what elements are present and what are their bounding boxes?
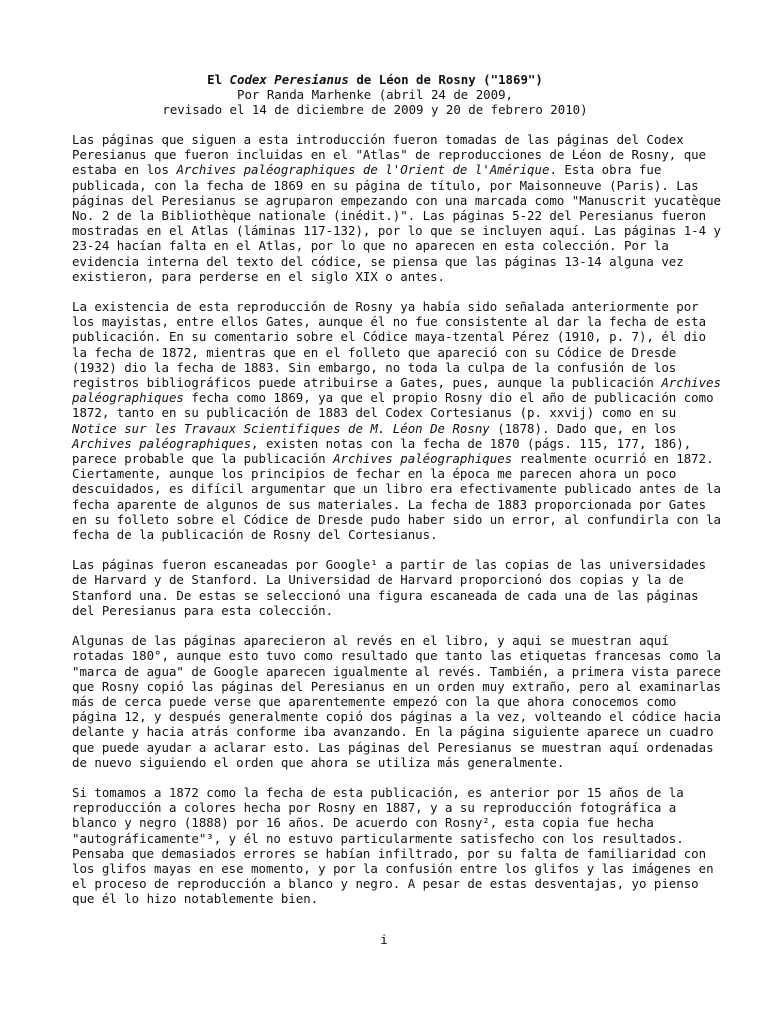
document-title: El Codex Peresianus de Léon de Rosny ("1869") <box>207 72 543 87</box>
page-number: i <box>380 932 388 947</box>
paragraph-4: Algunas de las páginas aparecieron al revés en el libro, y aqui se muestran aquí rotadas 180°, aunque esto tuvo como resultado que tanto las etiquetas francesas como la "marca de agua" de Google aparecen igualmente al revés. También, a primera vista parece que Rosny copió las páginas del Peresianus en un orden muy extraño, pero al examinarlas más de cerca puede verse que aparentemente empezó con la que ahora conocemos como página 12, y después generalmente copió dos páginas a la vez, volteando el códice hacia delante y hacia atrás conforme iba avanzando. En la página siguiente aparece un cuadro que puede ayudar a aclarar esto. Las páginas del Peresianus se muestran aquí ordenadas de nuevo siguiendo el orden que ahora se utiliza más generalmente. <box>72 633 722 770</box>
author-line: Por Randa Marhenke (abril 24 de 2009, <box>236 87 513 103</box>
document-body <box>72 132 724 922</box>
revision-line: revisado el 14 de diciembre de 2009 y 20 de febrero 2010) <box>162 102 588 118</box>
paragraph-1: Las páginas que siguen a esta introducción fueron tomadas de las páginas del Codex Peresianus que fueron incluidas en el "Atlas" de reproducciones de Léon de Rosny, que estaba en los Archives paléographiques de l'Orient de l'Amérique. Esta obra fue publicada, con la fecha de 1869 en su página de título, por Maisonneuve (Paris). Las páginas del Peresianus se agruparon empezando con una marcada como "Manuscrit yucatèque No. 2 de la Bibliothèque nationale (inédit.)". Las páginas 5-22 del Peresianus fueron mostradas en el Atlas (láminas 117-132), por lo que se incluyen aquí. Las páginas 1-4 y 23-24 hacían falta en el Atlas, por lo que no aparecen en esta colección. Por la evidencia interna del texto del códice, se piensa que las páginas 13-14 alguna vez existieron, para perderse en el siglo XIX o antes. <box>72 132 722 284</box>
title-italic: Codex Peresianus <box>229 72 349 87</box>
paragraph-5: Si tomamos a 1872 como la fecha de esta publicación, es anterior por 15 años de la reproducción a colores hecha por Rosny en 1887, y a su reproducción fotográfica a blanco y negro (1888) por 16 años. De acuerdo con Rosny², esta copia fue hecha "autográficamente"³, y él no estuvo particularmente satisfecho con los resultados. Pensaba que demasiados errores se habían infiltrado, por su falta de familiaridad con los glifos mayas en ese momento, y por la confusión entre los glifos y las imágenes en el proceso de reproducción a blanco y negro. A pesar de estas desventajas, yo pienso que él lo hizo notablemente bien. <box>72 784 714 907</box>
paragraph-2: La existencia de esta reproducción de Rosny ya había sido señalada anteriormente por los mayistas, entre ellos Gates, aunque él no fue consistente al dar la fecha de esta publicación. En su comentario sobre el Códice maya-tzental Pérez (1910, p. 7), él dio la fecha de 1872, mientras que en el folleto que apareció con su Códice de Dresde (1932) dio la fecha de 1883. Sin embargo, no toda la culpa de la confusión de los registros bibliográficos puede atribuirse a Gates, pues, aunque la publicación Archives paléographiques fecha como 1869, ya que el propio Rosny dio el año de publicación como 1872, tanto en su publicación de 1883 del Codex Cortesianus (p. xxvij) como en su Notice sur les Travaux Scientifiques de M. Léon De Rosny (1878). Dado que, en los Archives paléographiques, existen notas con la fecha de 1870 (págs. 115, 177, 186), parece probable que la publicación Archives paléographiques realmente ocurrió en 1872. Ciertamente, aunque los principios de fechar en la época me parecen ahora un poco descuidados, es difícil argumentar que un libro era efectivamente publicado antes de la fecha aparente de algunos de sus materiales. La fecha de 1883 proporcionada por Gates en su folleto sobre el Códice de Dresde pudo haber sido un error, al confundirla con la fecha de la publicación de Rosny del Cortesianus. <box>72 299 722 543</box>
document-header <box>60 72 690 118</box>
paragraph-3: Las páginas fueron escaneadas por Google¹ a partir de las copias de las universidades de Harvard y de Stanford. La Universidad de Harvard proporcionó dos copias y la de Stanford una. De estas se seleccionó una figura escaneada de cada una de las páginas del Peresianus para esta colección. <box>72 557 707 618</box>
